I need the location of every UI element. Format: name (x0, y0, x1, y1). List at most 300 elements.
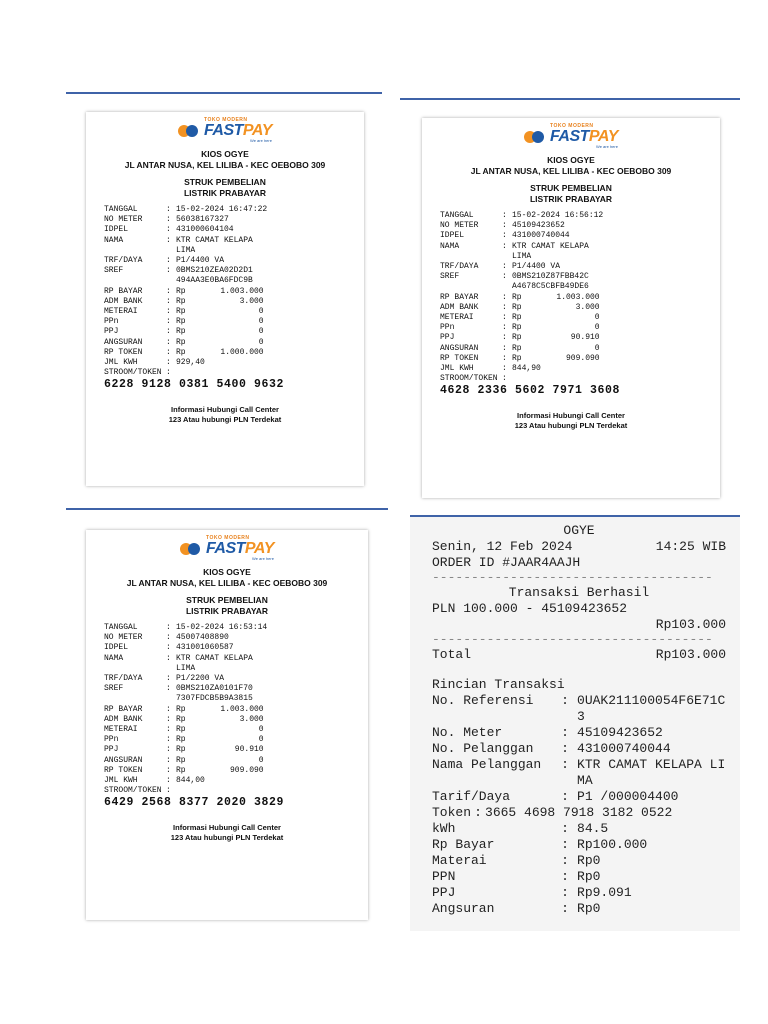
receipt-row (104, 287, 364, 297)
app-detail-value: 0UAK211100054F6E71C3 (577, 693, 726, 724)
field-label: PPJ (104, 745, 119, 755)
receipt-row (104, 735, 368, 745)
field-value-text: 0BMS210ZA0101F70 (176, 684, 253, 694)
field-colon: : (166, 755, 171, 765)
field-colon: : (502, 262, 507, 272)
token-number: 6429 2568 8377 2020 3829 (104, 796, 285, 810)
field-value (176, 715, 294, 725)
app-detail-value: P1 /000004400 (577, 789, 679, 804)
app-detail-value: 45109423652 (577, 725, 663, 740)
field-value-text: LIMA (176, 245, 196, 255)
field-value (512, 231, 630, 241)
field-colon: : (166, 704, 171, 714)
field-value-text: 15-02-2024 16:47:22 (176, 205, 268, 214)
store-name: KIOS OGYE (201, 149, 249, 159)
field-amount: 0 (258, 307, 264, 317)
receipt-row (104, 225, 364, 235)
field-value-text: KTR CAMAT KELAPA (512, 241, 589, 251)
app-token-row: Token : 3665 4698 7918 3182 0522 (432, 805, 673, 820)
logo-pay: PAY (588, 128, 618, 145)
field-value (512, 221, 630, 231)
field-value (176, 705, 294, 715)
logo-pay: PAY (244, 540, 274, 557)
logo-pay: PAY (242, 122, 272, 139)
footer-info: Informasi Hubungi Call Center (517, 411, 625, 421)
field-colon: : (502, 364, 507, 374)
field-value-text: 431000740044 (512, 231, 570, 241)
app-detail-row (432, 837, 726, 853)
app-token-label: Token (432, 805, 472, 820)
field-label: ADM BANK (104, 296, 143, 306)
field-colon: : (502, 302, 507, 312)
field-value (176, 348, 294, 358)
receipt-row (440, 333, 720, 343)
field-label: STROOM/TOKEN (440, 374, 498, 384)
fastpay-logo-text (204, 118, 272, 143)
field-label: TRF/DAYA (104, 256, 143, 266)
field-amount: 0 (258, 735, 264, 745)
field-colon: : (166, 776, 171, 786)
field-label: PPn (440, 323, 455, 333)
receipt-row (104, 297, 364, 307)
field-colon: : (166, 327, 171, 337)
field-value-text: P1/4400 VA (512, 262, 561, 272)
field-value (176, 307, 294, 317)
field-colon (166, 246, 176, 256)
field-colon: : (502, 292, 507, 302)
logo-brand-text (550, 129, 618, 145)
app-detail-value: Rp0 (577, 853, 601, 868)
field-value-text: Rp (176, 317, 186, 327)
field-value-text: Rp (512, 343, 522, 353)
receipt-row (104, 276, 364, 286)
divider-rule-3 (66, 508, 388, 510)
app-total-row (432, 647, 726, 663)
app-detail-row (432, 789, 726, 805)
field-colon: : (502, 374, 507, 384)
field-label (440, 282, 502, 292)
receipt-row (104, 684, 368, 694)
receipt-row (104, 348, 364, 358)
receipt-row (440, 313, 720, 323)
field-label: METERAI (440, 313, 474, 323)
field-label: RP TOKEN (440, 353, 479, 363)
field-value (512, 303, 630, 313)
receipt-row (104, 266, 364, 276)
app-token-value: 3665 4698 7918 3182 0522 (485, 805, 673, 820)
app-dash-line-1: ------------------------------------ (432, 571, 713, 585)
app-dash-line-2: ------------------------------------ (432, 633, 713, 647)
field-colon: : (166, 633, 171, 643)
field-colon (166, 664, 176, 674)
field-value-text: Rp (176, 745, 186, 755)
field-value (176, 215, 294, 225)
field-amount: 909.090 (230, 765, 264, 775)
field-colon: : (502, 241, 507, 251)
app-product: PLN 100.000 - 45109423652 (432, 601, 628, 616)
fastpay-logo (86, 536, 368, 561)
field-amount: 1.000.000 (220, 347, 264, 357)
receipt-row (440, 344, 720, 354)
field-label (104, 694, 166, 704)
app-detail-colon: : (561, 789, 569, 804)
field-amount: 1.003.000 (556, 292, 600, 302)
field-value-text: 431000604104 (176, 225, 234, 235)
field-value-text: 15-02-2024 16:56:12 (512, 211, 604, 220)
field-label: SREF (104, 684, 124, 694)
field-value (176, 236, 294, 246)
field-value (176, 276, 294, 286)
footer-info: Informasi Hubungi Call Center (171, 405, 279, 415)
receipt-3 (86, 530, 368, 920)
field-value (176, 643, 294, 653)
field-colon: : (166, 205, 171, 214)
app-detail-colon: : (561, 837, 569, 852)
field-value (176, 266, 294, 276)
field-value-text: A4678C5CBFB49DE6 (512, 282, 589, 292)
logo-small-text: TOKO MODERN (206, 535, 250, 541)
field-value (512, 374, 630, 384)
receipt-row (440, 282, 720, 292)
app-details-title: Rincian Transaksi (432, 677, 565, 692)
field-value-text: Rp (176, 755, 186, 765)
app-detail-label: No. Referensi (432, 693, 534, 708)
field-amount: 1.003.000 (220, 704, 264, 714)
field-amount: 0 (258, 755, 264, 765)
receipt-row (440, 262, 720, 272)
field-value-text: 431001060587 (176, 643, 234, 653)
field-value (176, 633, 294, 643)
field-value (176, 756, 294, 766)
receipt-row (440, 364, 720, 374)
field-value-text: Rp (512, 353, 522, 363)
app-detail-row (432, 853, 726, 869)
field-value (512, 354, 630, 364)
field-value-text: 56038167327 (176, 215, 229, 225)
field-value (512, 211, 630, 221)
field-label: PPJ (440, 333, 455, 343)
field-value (512, 344, 630, 354)
app-detail-colon: : (561, 693, 569, 708)
field-value-text: Rp (176, 714, 186, 724)
field-colon: : (166, 225, 171, 235)
app-detail-value: Rp0 (577, 901, 601, 916)
receipt-row (104, 756, 368, 766)
receipt-row (104, 317, 364, 327)
receipt-row (104, 745, 368, 755)
receipt-row (440, 221, 720, 231)
app-detail-label: PPJ (432, 885, 456, 900)
field-label: PPn (104, 735, 119, 745)
footer-contact: 123 Atau hubungi PLN Terdekat (168, 415, 282, 425)
field-label: NAMA (440, 241, 460, 251)
field-amount: 0 (594, 313, 600, 323)
field-amount: 0 (258, 725, 264, 735)
app-detail-colon: : (561, 741, 569, 756)
field-colon (166, 276, 176, 286)
receipt-fields (104, 205, 364, 378)
receipt-row (104, 786, 368, 796)
field-label: RP TOKEN (104, 347, 143, 357)
logo-tagline: We are here (252, 556, 274, 561)
field-value (176, 664, 294, 674)
app-detail-colon: : (561, 757, 569, 772)
logo-small-text: TOKO MODERN (204, 117, 248, 123)
field-colon: : (502, 323, 507, 333)
app-detail-label: Angsuran (432, 901, 495, 916)
receipt-subtitle: LISTRIK PRABAYAR (183, 188, 267, 198)
field-label: RP BAYAR (104, 704, 143, 714)
receipt-row (104, 215, 364, 225)
receipt-row (104, 623, 368, 633)
field-label (440, 252, 502, 262)
receipt-row (440, 231, 720, 241)
field-value-text: Rp (176, 725, 186, 735)
receipt-row (440, 354, 720, 364)
field-colon: : (502, 353, 507, 363)
app-detail-label: Tarif/Daya (432, 789, 511, 804)
receipt-title: STRUK PEMBELIAN (186, 595, 268, 605)
app-detail-row (432, 869, 726, 885)
field-amount: 90.910 (234, 745, 264, 755)
receipt-row (104, 664, 368, 674)
receipt-row (104, 205, 364, 215)
field-amount: 0 (258, 327, 264, 337)
field-colon: : (166, 684, 171, 694)
field-colon: : (502, 343, 507, 353)
field-label: NAMA (104, 653, 124, 663)
app-detail-value: Rp0 (577, 869, 601, 884)
footer-info: Informasi Hubungi Call Center (173, 823, 281, 833)
receipt-row (440, 272, 720, 282)
app-total-amount: Rp103.000 (655, 647, 726, 662)
app-total-label: Total (432, 647, 472, 662)
field-value (176, 225, 294, 235)
field-colon: : (502, 313, 507, 323)
receipt-title: STRUK PEMBELIAN (184, 177, 266, 187)
app-detail-value: 84.5 (577, 821, 609, 836)
field-colon: : (166, 307, 171, 317)
receipt-row (104, 236, 364, 246)
field-amount: 0 (258, 317, 264, 327)
field-colon (166, 694, 176, 704)
field-value-text: LIMA (176, 663, 196, 673)
field-label: PPJ (104, 327, 119, 337)
receipt-row (104, 776, 368, 786)
field-value (176, 745, 294, 755)
app-detail-label: No. Meter (432, 725, 503, 740)
app-product-amount: Rp103.000 (655, 617, 726, 632)
app-detail-value: KTR CAMAT KELAPA LIMA (577, 757, 726, 788)
field-amount: 0 (258, 337, 264, 347)
field-value-text: KTR CAMAT KELAPA (176, 235, 253, 245)
receipt-subtitle: LISTRIK PRABAYAR (185, 606, 269, 616)
store-address: JL ANTAR NUSA, KEL LILIBA - KEC OEBOBO 309 (124, 160, 326, 170)
store-address: JL ANTAR NUSA, KEL LILIBA - KEC OEBOBO 309 (126, 578, 328, 588)
field-value-text: Rp (176, 337, 186, 347)
field-value-text: Rp (176, 347, 186, 357)
app-detail-colon: : (561, 853, 569, 868)
field-amount: 3.000 (239, 714, 264, 724)
field-colon: : (166, 266, 171, 276)
field-colon: : (166, 745, 171, 755)
field-label: TRF/DAYA (104, 674, 143, 684)
app-detail-row (432, 885, 726, 901)
receipt-row (104, 358, 364, 368)
field-label: RP BAYAR (104, 286, 143, 296)
field-value (176, 654, 294, 664)
field-value (176, 327, 294, 337)
field-value (176, 297, 294, 307)
field-value (176, 246, 294, 256)
store-address: JL ANTAR NUSA, KEL LILIBA - KEC OEBOBO 309 (470, 166, 672, 176)
field-value (176, 256, 294, 266)
field-value-text: 45109423652 (512, 221, 565, 231)
field-value-text: Rp (176, 307, 186, 317)
field-value (176, 674, 294, 684)
field-value (176, 735, 294, 745)
field-colon: : (166, 317, 171, 327)
field-label (104, 276, 166, 286)
app-detail-colon: : (561, 885, 569, 900)
app-detail-colon: : (561, 821, 569, 836)
logo-fast: FAST (550, 128, 589, 145)
app-detail-colon: : (561, 725, 569, 740)
field-label (104, 664, 166, 674)
field-value (176, 684, 294, 694)
field-label: TRF/DAYA (440, 262, 479, 272)
field-label: METERAI (104, 725, 138, 735)
field-amount: 909.090 (566, 353, 600, 363)
app-detail-value: Rp100.000 (577, 837, 648, 852)
app-detail-label: Rp Bayar (432, 837, 495, 852)
field-amount: 0 (594, 343, 600, 353)
logo-fast: FAST (206, 540, 245, 557)
field-colon: : (502, 333, 507, 343)
field-colon: : (166, 358, 171, 368)
field-label: TANGGAL (104, 623, 138, 632)
app-detail-row (432, 901, 726, 917)
field-amount: 3.000 (575, 302, 600, 312)
app-detail-row (432, 821, 726, 837)
field-value (176, 317, 294, 327)
field-colon: : (166, 235, 171, 245)
field-label (104, 246, 166, 256)
app-detail-label: No. Pelanggan (432, 741, 534, 756)
app-detail-label: Materai (432, 853, 487, 868)
field-colon: : (166, 674, 171, 684)
receipt-title: STRUK PEMBELIAN (530, 183, 612, 193)
field-label: RP BAYAR (440, 292, 479, 302)
divider-rule-1 (66, 92, 382, 94)
field-value-text: 844,00 (176, 776, 205, 786)
field-value (176, 358, 294, 368)
field-label: ANGSURAN (440, 343, 479, 353)
receipt-fields (104, 623, 368, 796)
receipt-row (440, 242, 720, 252)
field-label: JML KWH (440, 364, 474, 374)
app-receipt (410, 515, 740, 931)
field-colon: : (502, 211, 507, 220)
logo-tagline: We are here (250, 138, 272, 143)
field-colon: : (166, 256, 171, 266)
fastpay-logo-text (550, 124, 618, 149)
fastpay-logo-mark (524, 130, 546, 144)
receipt-2 (422, 118, 720, 498)
field-label: ANGSURAN (104, 337, 143, 347)
field-value (512, 282, 630, 292)
field-label: NO METER (440, 221, 479, 231)
field-label: PPn (104, 317, 119, 327)
field-value (512, 333, 630, 343)
footer-contact: 123 Atau hubungi PLN Terdekat (170, 833, 284, 843)
field-colon: : (166, 368, 171, 378)
logo-brand-text (206, 541, 274, 557)
app-details-list-2 (432, 821, 726, 917)
app-date: Senin, 12 Feb 2024 (432, 539, 573, 554)
field-colon: : (166, 653, 171, 663)
field-value (176, 205, 294, 215)
receipt-row (104, 766, 368, 776)
field-colon (502, 252, 512, 262)
field-value-text: 929,40 (176, 358, 205, 368)
field-value (176, 766, 294, 776)
app-detail-value: Rp9.091 (577, 885, 632, 900)
receipt-row (440, 374, 720, 384)
field-value (176, 786, 294, 796)
receipt-row (104, 307, 364, 317)
field-value (176, 694, 294, 704)
field-value (512, 293, 630, 303)
field-colon: : (502, 231, 507, 241)
field-label: NO METER (104, 215, 143, 225)
field-amount: 1.003.000 (220, 286, 264, 296)
receipt-row (104, 633, 368, 643)
field-colon: : (166, 735, 171, 745)
field-value-text: P1/2200 VA (176, 674, 225, 684)
token-number: 6228 9128 0381 5400 9632 (104, 378, 285, 392)
field-value-text: KTR CAMAT KELAPA (176, 653, 253, 663)
field-value-text: LIMA (512, 251, 532, 261)
field-label: SREF (104, 266, 124, 276)
field-label: IDPEL (440, 231, 465, 241)
field-amount: 0 (594, 323, 600, 333)
app-detail-label: kWh (432, 821, 456, 836)
field-value-text: Rp (176, 735, 186, 745)
app-datetime (432, 539, 726, 555)
field-value (512, 242, 630, 252)
field-colon: : (166, 623, 171, 632)
field-value (512, 364, 630, 374)
field-colon: : (502, 221, 507, 231)
field-colon: : (502, 272, 507, 282)
receipt-1 (86, 112, 364, 486)
field-colon: : (166, 337, 171, 347)
receipt-row (104, 256, 364, 266)
field-label: JML KWH (104, 776, 138, 786)
logo-fast: FAST (204, 122, 243, 139)
field-value-text: Rp (176, 765, 186, 775)
field-label: TANGGAL (440, 211, 474, 220)
field-value-text: Rp (512, 313, 522, 323)
field-label: RP TOKEN (104, 765, 143, 775)
field-colon: : (166, 765, 171, 775)
field-value-text: 0BMS210ZEA02D2D1 (176, 266, 253, 276)
field-value-text: Rp (512, 333, 522, 343)
field-value-text: 0BMS210Z87FBB42C (512, 272, 589, 282)
store-name: KIOS OGYE (547, 155, 595, 165)
footer-contact: 123 Atau hubungi PLN Terdekat (514, 421, 628, 431)
